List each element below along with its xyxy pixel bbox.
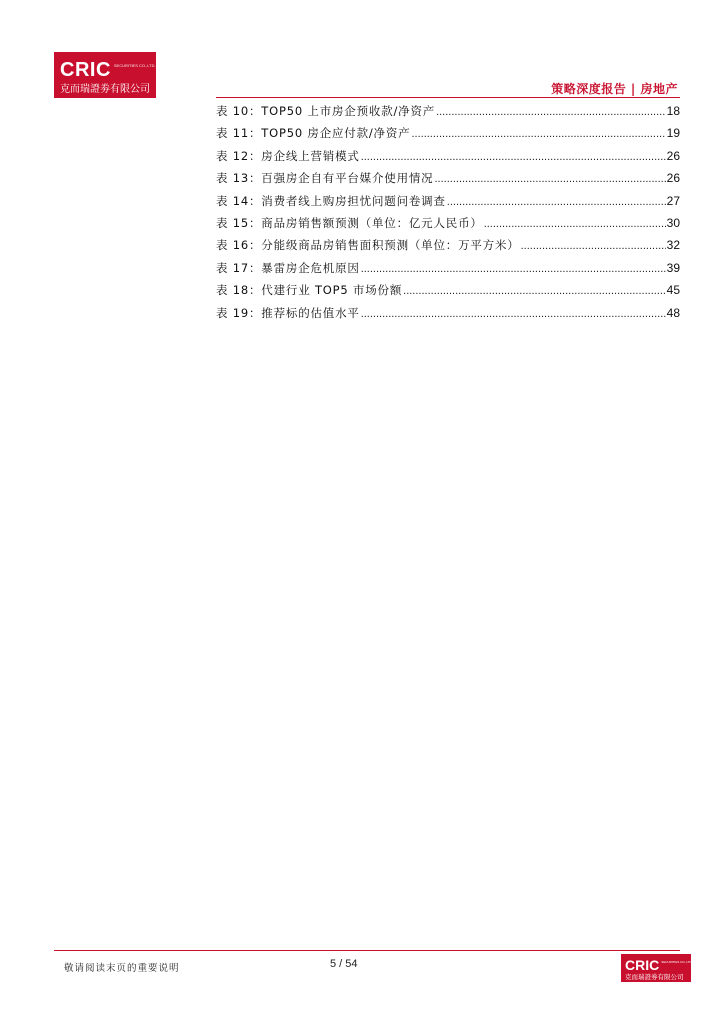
toc-item-label: 表 19：推荐标的估值水平 xyxy=(216,305,360,320)
header-divider xyxy=(216,97,680,98)
toc-leader-dots xyxy=(435,168,666,190)
toc-item-label: 表 16：分能级商品房销售面积预测（单位：万平方米） xyxy=(216,238,520,253)
logo-brand-text: CRIC xyxy=(60,59,111,81)
toc-item-page: 27 xyxy=(666,193,680,208)
toc-item-page: 39 xyxy=(666,260,680,275)
toc-item[interactable] xyxy=(216,302,680,324)
footer-logo-brand-en: SECURITIES CO.,LTD. xyxy=(661,960,693,964)
footer-logo-company-name: 克而瑞證劵有限公司 xyxy=(625,973,684,981)
toc-leader-dots xyxy=(403,280,666,302)
footer-logo xyxy=(621,954,691,982)
page-number: 5 / 54 xyxy=(330,958,358,970)
toc-item-label: 表 14：消费者线上购房担忧问题问卷调查 xyxy=(216,193,446,208)
disclaimer-note: 敬请阅读末页的重要说明 xyxy=(64,963,180,974)
toc-item[interactable] xyxy=(216,145,680,167)
toc-item-page: 19 xyxy=(666,126,680,141)
toc-item[interactable] xyxy=(216,234,680,256)
toc-item-page: 26 xyxy=(666,171,680,186)
toc-item-page: 48 xyxy=(666,305,680,320)
table-of-contents xyxy=(216,100,680,324)
toc-item[interactable] xyxy=(216,167,680,189)
toc-item-page: 18 xyxy=(666,104,680,118)
toc-item-label: 表 15：商品房销售额预测（单位：亿元人民币） xyxy=(216,215,483,230)
footer-logo-brand-text: CRIC xyxy=(625,957,660,973)
toc-item-label: 表 13：百强房企自有平台媒介使用情况 xyxy=(216,171,434,186)
toc-item-label: 表 11：TOP50 房企应付款/净资产 xyxy=(216,126,411,141)
toc-leader-dots xyxy=(361,146,666,168)
toc-item[interactable] xyxy=(216,100,680,122)
toc-item-label: 表 12：房企线上营销模式 xyxy=(216,148,360,163)
footer-divider xyxy=(54,950,680,951)
toc-item[interactable] xyxy=(216,190,680,212)
company-logo xyxy=(54,52,156,98)
toc-item-page: 26 xyxy=(666,148,680,163)
toc-leader-dots xyxy=(411,123,665,145)
report-type-label: 策略深度报告 | 房地产 xyxy=(551,82,678,96)
logo-brand-en: SECURITIES CO.,LTD. xyxy=(113,63,156,68)
toc-item-label: 表 17：暴雷房企危机原因 xyxy=(216,260,360,275)
toc-leader-dots xyxy=(361,303,666,325)
toc-item[interactable] xyxy=(216,212,680,234)
logo-company-name: 克而瑞證劵有限公司 xyxy=(60,84,150,95)
toc-item-label: 表 10：TOP50 上市房企预收款/净资产 xyxy=(216,104,436,118)
toc-item[interactable] xyxy=(216,279,680,301)
toc-leader-dots xyxy=(484,213,666,235)
toc-item-label: 表 18：代建行业 TOP5 市场份额 xyxy=(216,283,403,298)
toc-item[interactable] xyxy=(216,257,680,279)
toc-item-page: 30 xyxy=(666,215,680,230)
toc-item[interactable] xyxy=(216,122,680,144)
toc-item-page: 32 xyxy=(666,238,680,253)
toc-leader-dots xyxy=(436,101,666,123)
toc-leader-dots xyxy=(447,191,666,213)
toc-item-page: 45 xyxy=(666,283,680,298)
toc-leader-dots xyxy=(521,235,666,257)
toc-leader-dots xyxy=(361,258,666,280)
